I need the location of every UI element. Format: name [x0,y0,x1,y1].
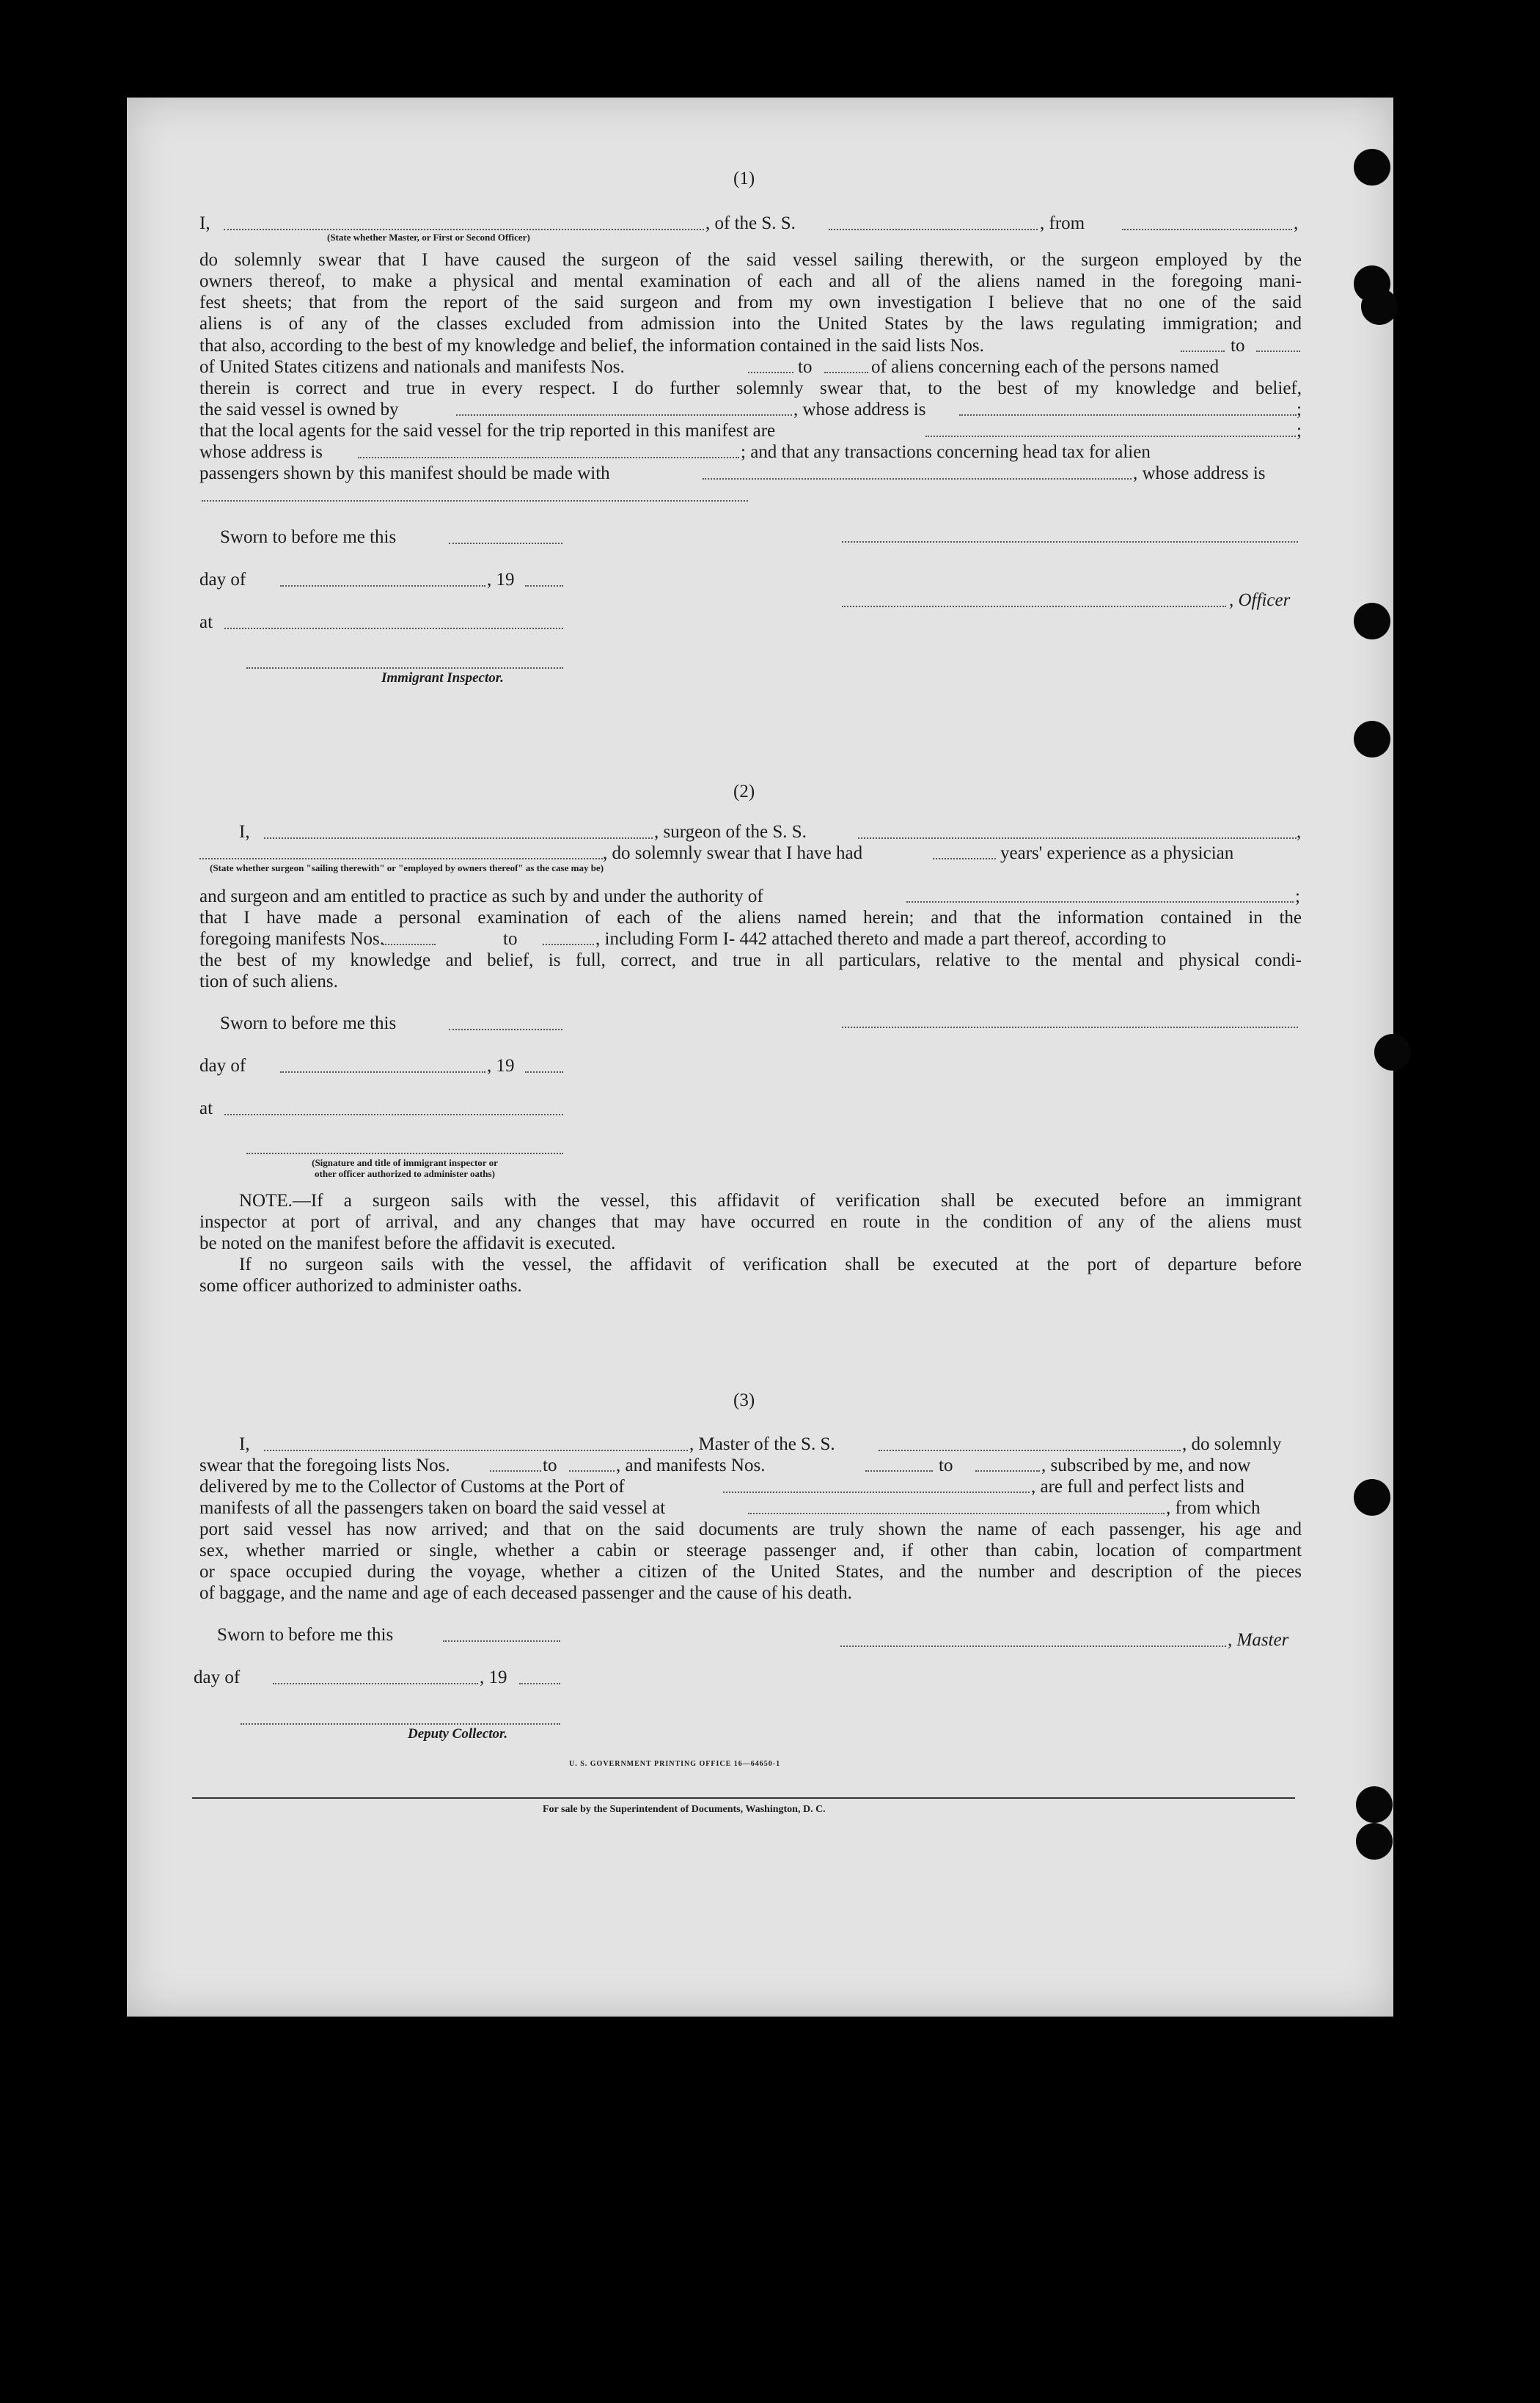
s3-body-line: of baggage, and the name and age of each deceased passenger and the cause of his death. [199,1583,852,1603]
s2-authority-field[interactable] [906,901,1294,903]
s1-transactions-address-field[interactable] [202,500,748,502]
s1-body-line: fest sheets; that from the report of the said surgeon and from my own investigation I believe that no one of the said [199,293,1302,312]
s3-from-which: , from which [1166,1498,1261,1518]
s3-master-of: , Master of the S. S. [689,1434,835,1454]
s2-note-line: inspector at port of arrival, and any changes that may have occurred en route in the condition of any of the aliens must [199,1212,1302,1232]
section-number-3: (3) [733,1390,755,1410]
s2-sworn-field[interactable] [449,1029,562,1030]
s3-lists-from-field[interactable] [490,1470,541,1472]
s1-body-line: owners thereof, to make a physical and mental examination of each and all of the aliens named in the foregoing mani- [199,271,1302,291]
s2-i: I, [239,822,250,842]
s1-sworn-field[interactable] [449,543,562,544]
s3-body-line: sex, whether married or single, whether a cabin or steerage passenger and, if other than cabin, location of compartment [199,1541,1302,1560]
s3-master-label: , Master [1228,1630,1289,1650]
s1-vessel-field[interactable] [829,229,1038,230]
s2-manifests-to-field[interactable] [543,944,594,945]
s1-semicolon: ; [1297,421,1302,441]
s1-body-line: do solemnly swear that I have caused the surgeon of the said vessel sailing therewith, or the surgeon employed by the [199,250,1302,270]
s2-years-field[interactable] [933,858,996,859]
s1-manifests-from-field[interactable] [748,372,793,373]
s2-status-field[interactable] [199,858,603,859]
s1-officer-label: , Officer [1229,590,1291,610]
s2-sworn: Sworn to before me this [220,1013,397,1033]
s2-day-of: day of [199,1056,246,1076]
s2-body-line: and surgeon and am entitled to practice as such by and under the authority of [199,887,763,906]
s3-manifests-to-field[interactable] [975,1470,1040,1472]
s2-signature-caption-line: other officer authorized to administer oaths) [315,1168,495,1179]
s3-deputy-field[interactable] [241,1723,560,1725]
s2-to: to [503,929,518,949]
section-number-1: (1) [733,169,755,188]
s1-year-field[interactable] [525,585,563,587]
s1-from-field[interactable] [1122,229,1292,230]
s1-transactions-address-label: , whose address is [1133,463,1266,483]
s2-day-field[interactable] [280,1071,485,1073]
s1-semicolon: ; [1297,400,1302,419]
s1-from: , from [1040,213,1085,233]
s2-at-field[interactable] [224,1114,563,1115]
s2-body-line: foregoing manifests Nos. [199,929,385,949]
s1-year: , 19 [487,570,515,590]
s1-at: at [199,612,213,632]
s1-to: to [1231,336,1245,356]
s3-and-manifests: , and manifests Nos. [616,1456,766,1475]
s1-inspector-label: Immigrant Inspector. [381,670,504,686]
s3-year-field[interactable] [519,1683,560,1684]
punch-hole [1354,149,1390,186]
s1-body-line: that also, according to the best of my knowledge and belief, the information contained in the said lists Nos. [199,336,984,356]
s1-of-aliens: of aliens concerning each of the persons named [871,357,1220,377]
sale-notice: For sale by the Superintendent of Documents, Washington, D. C. [543,1804,826,1815]
s2-vessel-field[interactable] [858,837,1297,839]
s2-body-line: that I have made a personal examination of each of the aliens named herein; and that the information contained in the [199,908,1302,928]
s1-body-line: passengers shown by this manifest should be made with [199,463,610,483]
s3-port-field[interactable] [723,1492,1030,1493]
s3-delivered: delivered by me to the Collector of Customs at the Port of [199,1477,625,1497]
s3-master-name-field[interactable] [264,1450,688,1451]
s1-manifests-to-field[interactable] [824,372,868,373]
s1-i: I, [199,213,210,233]
punch-hole [1354,1479,1390,1516]
s1-officer-signature-field[interactable] [842,606,1226,607]
s2-note-line: NOTE.—If a surgeon sails with the vessel, this affidavit of verification shall be executed before an immigrant [239,1191,1302,1211]
s2-swear: , do solemnly swear that I have had [603,843,863,863]
s2-form: , including Form I- 442 attached thereto and made a part thereof, according to [595,929,1167,949]
s2-note-line: If no surgeon sails with the vessel, the affidavit of verification shall be executed at the port of departure before [239,1255,1302,1274]
s2-years: years' experience as a physician [1000,843,1234,863]
s2-signature-caption-line: (Signature and title of immigrant inspector or [312,1157,498,1168]
s3-sworn-field[interactable] [443,1640,560,1642]
s2-at: at [199,1098,213,1118]
s1-transactions-field[interactable] [703,478,1132,480]
punch-hole [1356,1786,1393,1823]
s1-day-of: day of [199,570,246,590]
s3-manifests-all: manifests of all the passengers taken on board the said vessel at [199,1498,666,1518]
s3-do-solemnly: , do solemnly [1182,1434,1282,1454]
s2-body-line: the best of my knowledge and belief, is full, correct, and true in all particulars, relative to the mental and physical condi- [199,950,1302,970]
s2-note-line: be noted on the manifest before the affidavit is executed. [199,1233,616,1253]
punch-hole [1361,288,1398,325]
s3-day-field[interactable] [273,1683,478,1684]
s3-to: to [543,1456,557,1475]
s3-deputy-label: Deputy Collector. [408,1726,508,1742]
s3-swear: swear that the foregoing lists Nos. [199,1456,450,1475]
s1-lists-from-field[interactable] [1181,351,1225,352]
s1-head-tax: ; and that any transactions concerning head tax for alien [741,442,1151,462]
s2-surgeon-of: , surgeon of the S. S. [654,822,807,842]
s3-day-of: day of [194,1668,241,1687]
s1-owner-address-field[interactable] [959,414,1297,416]
s3-year: , 19 [480,1668,507,1687]
s3-manifests-from-field[interactable] [865,1470,933,1472]
s1-owner-address-label: , whose address is [793,400,926,419]
s2-inspector-field[interactable] [246,1153,563,1154]
s2-manifests-from-field[interactable] [383,944,436,945]
s1-of-ss: , of the S. S. [705,213,796,233]
s1-body-line: of United States citizens and nationals and manifests Nos. [199,357,625,377]
s1-body-line: whose address is [199,442,323,462]
s1-body-line: that the local agents for the said vessel for the trip reported in this manifest are [199,421,776,441]
s2-semicolon: ; [1295,887,1300,906]
s3-vessel-field[interactable] [879,1450,1181,1451]
punch-hole [1356,1823,1393,1860]
s1-agents-field[interactable] [925,436,1296,437]
s2-caption: (State whether surgeon "sailing therewith" or "employed by owners thereof" as the case may be) [210,862,604,873]
s1-lists-to-field[interactable] [1256,351,1300,352]
s2-year-field[interactable] [525,1071,563,1073]
s1-body-line: the said vessel is owned by [199,400,399,419]
s3-master-signature-field[interactable] [840,1646,1226,1647]
s3-body-line: or space occupied during the voyage, whether a citizen of the United States, and the number and description of the pieces [199,1562,1302,1582]
s3-body-line: port said vessel has now arrived; and that on the said documents are truly shown the name of each passenger, his age and [199,1519,1302,1539]
s2-signature-caption [246,1157,563,1179]
s3-sworn: Sworn to before me this [217,1625,394,1645]
section-number-2: (2) [733,782,755,801]
s1-to: to [798,357,813,377]
s2-year: , 19 [487,1056,515,1076]
s2-body-line: tion of such aliens. [199,972,338,991]
punch-hole [1374,1034,1411,1071]
s1-caption: (State whether Master, or First or Second Officer) [327,232,530,243]
s3-i: I, [239,1434,250,1454]
s1-agents-address-field[interactable] [358,457,739,458]
punch-hole [1354,721,1390,757]
s1-signature-field[interactable] [842,541,1298,543]
s1-at-field[interactable] [224,628,563,629]
s3-subscribed: , subscribed by me, and now [1041,1456,1251,1475]
s1-inspector-field[interactable] [246,667,563,669]
s1-day-field[interactable] [280,585,485,587]
s3-full-perfect: , are full and perfect lists and [1031,1477,1244,1497]
footer-rule [192,1797,1295,1799]
s1-owner-field[interactable] [456,414,792,416]
s1-sworn: Sworn to before me this [220,527,397,547]
punch-hole [1354,603,1390,639]
s1-body-line: therein is correct and true in every respect. I do further solemnly swear that, to the best of my knowledge and belief, [199,378,1302,398]
s3-to: to [939,1456,953,1475]
s2-signature-field[interactable] [842,1027,1298,1028]
gpo-imprint: U. S. GOVERNMENT PRINTING OFFICE 16—64650-1 [569,1760,781,1768]
s2-note-line: some officer authorized to administer oaths. [199,1276,522,1296]
s3-boarding-port-field[interactable] [748,1513,1165,1514]
s2-end: , [1297,822,1302,842]
s1-body-line: aliens is of any of the classes excluded from admission into the United States by the laws regulating immigration; and [199,314,1302,334]
s2-surgeon-name-field[interactable] [264,837,653,839]
s1-officer-name-field[interactable] [224,229,704,230]
s3-lists-to-field[interactable] [569,1470,615,1472]
s1-line1-end: , [1294,213,1299,233]
